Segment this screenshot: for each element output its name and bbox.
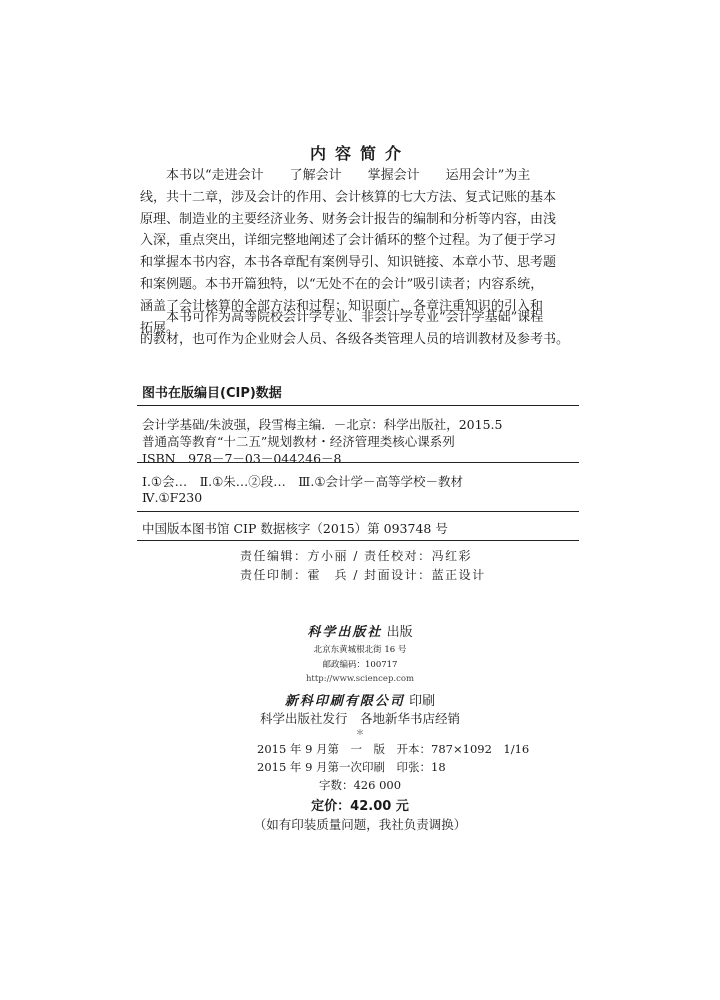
- paragraph-line: 和掌握本书内容，本书各章配有案例导引、知识链接、本章小节、思考题: [140, 255, 557, 271]
- divider: [137, 511, 579, 512]
- cip-isbn: ISBN 978－7－03－044246－8: [142, 451, 342, 466]
- production-credits: 责任印制：霍 兵 / 封面设计：蓝正设计: [240, 568, 486, 582]
- publisher-name: 科学出版社: [307, 625, 383, 640]
- publisher-line: [0, 621, 720, 640]
- editor-credits: 责任编辑：方小丽 / 责任校对：冯红彩: [240, 549, 473, 563]
- paragraph-line: 拓展。: [140, 320, 180, 336]
- edition-line: 2015 年 9 月第 一 版 开本：787×1092 1/16: [257, 742, 530, 756]
- paragraph-line: 线，共十二章，涉及会计的作用、会计核算的七大方法、复式记账的基本: [140, 189, 557, 205]
- summary-paragraph-2: [140, 307, 576, 351]
- paragraph-line: 的教材，也可作为企业财会人员、各级各类管理人员的培训教材及参考书。: [140, 331, 570, 347]
- paragraph-line: 本书以“走进会计 了解会计 掌握会计 运用会计”为主: [166, 168, 531, 183]
- printing-line: 2015 年 9 月第一次印刷 印张：18: [257, 760, 446, 774]
- cip-record-line: 普通高等教育“十二五”规划教材・经济管理类核心课系列: [142, 434, 455, 449]
- cip-record-line: 会计学基础/朱波强，段雪梅主编．－北京：科学出版社，2015.5: [142, 417, 503, 432]
- paragraph-line: 和案例题。本书开篇独特，以“无处不在的会计”吸引读者；内容系统，: [140, 276, 544, 292]
- word-count: 字数：426 000: [318, 778, 402, 792]
- divider: [137, 405, 579, 406]
- publisher-url: http://www.sciencep.com: [305, 674, 415, 684]
- publisher-suffix: 出版: [386, 625, 413, 640]
- publisher-postcode: 邮政编码：100717: [322, 660, 398, 670]
- separator-star: ＊: [356, 728, 364, 737]
- divider: [137, 462, 579, 463]
- paragraph-line: 入深，重点突出，详细完整地阐述了会计循环的整个过程。为了便于学习: [140, 233, 557, 249]
- cip-number: 中国版本图书馆 CIP 数据核字（2015）第 093748 号: [142, 521, 448, 536]
- distribution-line: 科学出版社发行 各地新华书店经销: [259, 711, 460, 726]
- summary-title: 内容简介: [309, 144, 410, 163]
- quality-note: （如有印装质量问题，我社负责调换）: [253, 817, 467, 832]
- printer-suffix: 印刷: [409, 694, 436, 709]
- cip-subject-line: Ⅳ.①F230: [142, 490, 203, 505]
- printer-line: [0, 690, 720, 709]
- price: 定价：42.00 元: [311, 799, 409, 814]
- paragraph-line: 涵盖了会计核算的全部方法和过程；知识面广，各章注重知识的引入和: [140, 298, 544, 314]
- cip-heading: 图书在版编目(CIP)数据: [142, 386, 282, 401]
- paragraph-line: 原理、制造业的主要经济业务、财务会计报告的编制和分析等内容，由浅: [140, 211, 557, 227]
- divider: [137, 540, 579, 541]
- paragraph-line: 本书可作为高等院校会计学专业、非会计学专业“会计学基础”课程: [166, 310, 544, 325]
- cip-subject-line: Ⅰ.①会… Ⅱ.①朱…②段… Ⅲ.①会计学－高等学校－教材: [142, 474, 464, 489]
- printer-name: 新科印刷有限公司: [284, 694, 405, 709]
- publisher-address: 北京东黄城根北街 16 号: [313, 645, 407, 655]
